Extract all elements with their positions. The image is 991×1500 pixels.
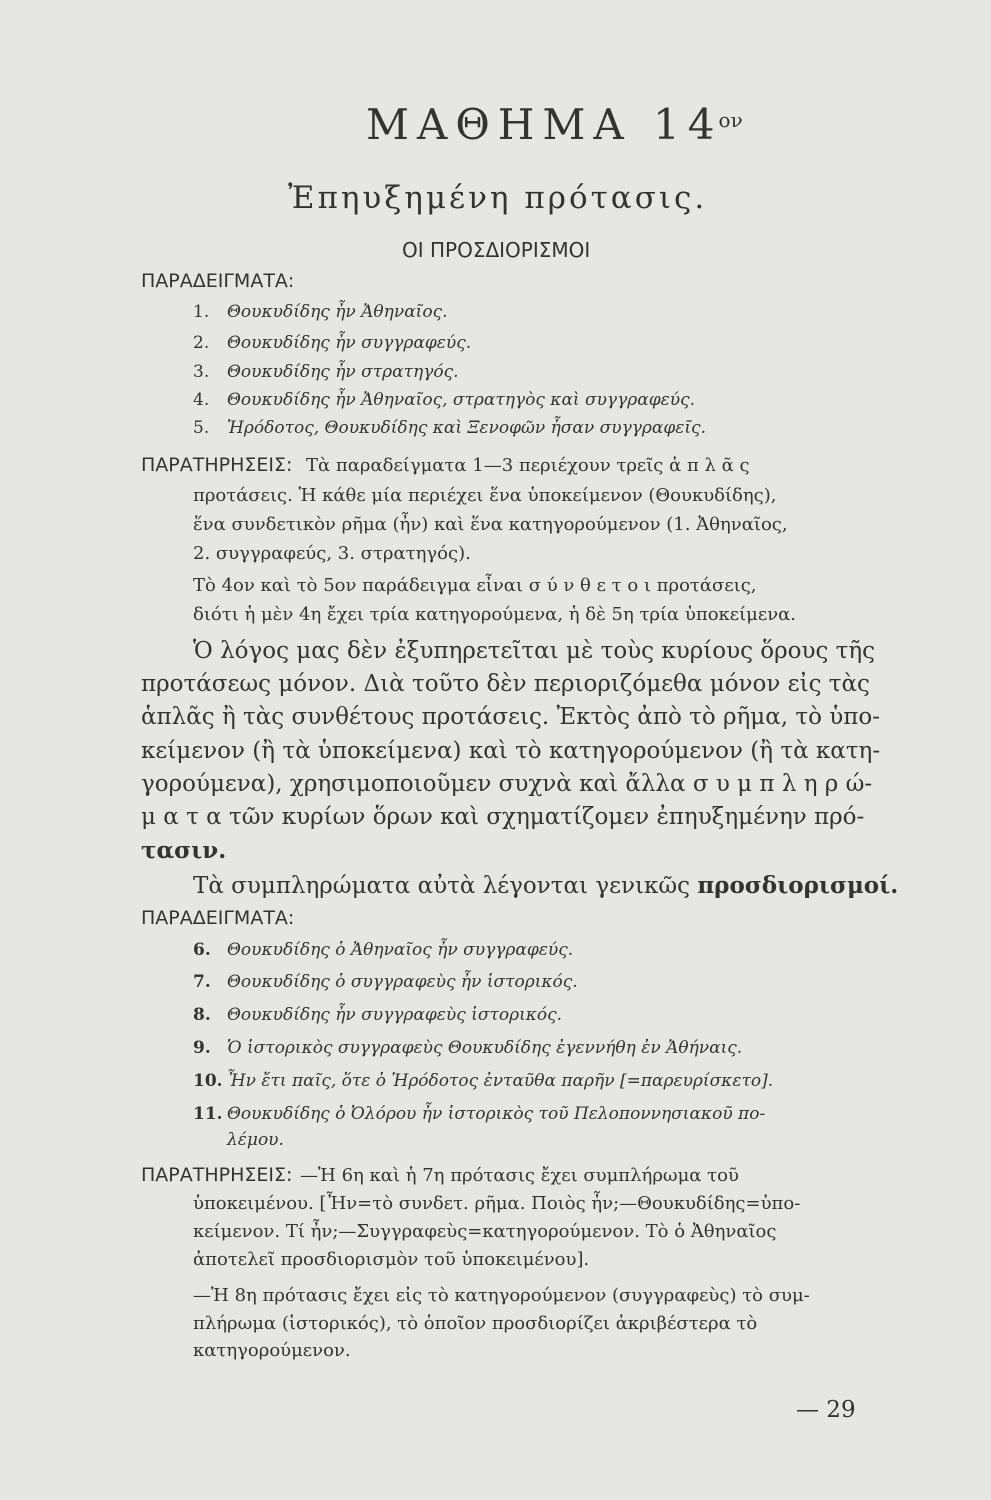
- example-item: 8. Θουκυδίδης ἦν συγγραφεὺς ἱστορικός.: [193, 1005, 563, 1025]
- paragraph-line: γορούμενα), χρησιμοποιοῦμεν συχνὰ καὶ ἄλλα σ υ μ π λ η ρ ώ-: [141, 771, 873, 797]
- remarks-line: προτάσεις. Ἡ κάθε μία περιέχει ἕνα ὑποκείμενον (Θουκυδίδης),: [193, 485, 777, 506]
- example-item: 7. Θουκυδίδης ὁ συγγραφεὺς ἦν ἱστορικός.: [193, 972, 578, 992]
- example-item: 6. Θουκυδίδης ὁ Ἀθηναῖος ἦν συγγραφεύς.: [193, 940, 574, 960]
- remarks-line: πλήρωμα (ἱστορικός), τὸ ὁποῖον προσδιορίζει ἀκριβέστερα τὸ: [193, 1313, 758, 1334]
- definition-text: Τὰ συμπληρώματα αὐτὰ λέγονται γενικῶς: [193, 873, 691, 899]
- page-number: — 29: [796, 1397, 856, 1423]
- example-item-continuation: λέμου.: [227, 1130, 284, 1150]
- remarks-line: κείμενον. Τί ἦν;—Συγγραφεὺς=κατηγορούμενον. Τὸ ὁ Ἀθηναῖος: [193, 1221, 777, 1242]
- examples-label-1: ΠΑΡΑΔΕΙΓΜΑΤΑ:: [141, 270, 295, 292]
- example-item: 1. Θουκυδίδης ἦν Ἀθηναῖος.: [193, 302, 448, 322]
- definition-term: προσδιορισμοί.: [697, 872, 899, 899]
- remarks-line: κατηγορούμενον.: [193, 1340, 351, 1361]
- lesson-title-suffix: ον: [718, 108, 743, 132]
- definition-line: [193, 872, 898, 899]
- remarks-label-1: ΠΑΡΑΤΗΡΗΣΕΙΣ:: [141, 454, 293, 476]
- paragraph-line: τασιν.: [141, 837, 227, 864]
- paragraph-line: Ὁ λόγος μας δὲν ἐξυπηρετεῖται μὲ τοὺς κυρίους ὅρους τῆς: [193, 638, 876, 664]
- lesson-title: ΜΑΘΗΜΑ $14^{o\nu}$: [366, 100, 743, 149]
- example-item: 3. Θουκυδίδης ἦν στρατηγός.: [193, 362, 459, 382]
- example-item: 2. Θουκυδίδης ἦν συγγραφεύς.: [193, 333, 472, 353]
- remarks-line: ὑποκειμένου. [Ἦν=τὸ συνδετ. ρῆμα. Ποιὸς ἦν;—Θουκυδίδης=ὑπο-: [193, 1193, 801, 1214]
- remarks-line: —Ἡ 8η πρότασις ἔχει εἰς τὸ κατηγορούμενον (συγγραφεὺς) τὸ συμ-: [193, 1285, 810, 1306]
- remarks-line: διότι ἡ μὲν 4η ἔχει τρία κατηγορούμενα, ἡ δὲ 5η τρία ὑποκείμενα.: [193, 604, 797, 625]
- remarks-line: Τὸ 4ον καὶ τὸ 5ον παράδειγμα εἶναι σ ύ ν θ ε τ ο ι προτάσεις,: [193, 575, 757, 596]
- lesson-subtitle: Ἐπηυξημένη πρότασις.: [288, 180, 708, 216]
- example-item: 4. Θουκυδίδης ἦν Ἀθηναῖος, στρατηγὸς καὶ συγγραφεύς.: [193, 390, 696, 410]
- example-item: 9. Ὁ ἱστορικὸς συγγραφεὺς Θουκυδίδης ἐγεννήθη ἐν Ἀθήναις.: [193, 1038, 743, 1058]
- example-item: 11. Θουκυδίδης ὁ Ὀλόρου ἦν ἱστορικὸς τοῦ Πελοποννησιακοῦ πο-: [193, 1104, 766, 1124]
- remarks-line: ἀποτελεῖ προσδιορισμὸν τοῦ ὑποκειμένου].: [193, 1249, 590, 1270]
- paragraph-line: ἁπλᾶς ἢ τὰς συνθέτους προτάσεις. Ἐκτὸς ἀπὸ τὸ ρῆμα, τὸ ὑπο-: [141, 704, 880, 730]
- remarks-line: —Ἡ 6η καὶ ἡ 7η πρότασις ἔχει συμπλήρωμα τοῦ: [300, 1165, 739, 1186]
- examples-label-2: ΠΑΡΑΔΕΙΓΜΑΤΑ:: [141, 907, 295, 929]
- example-item: 5. Ἡρόδοτος, Θουκυδίδης καὶ Ξενοφῶν ἦσαν συγγραφεῖς.: [193, 418, 706, 438]
- paragraph-line: προτάσεως μόνον. Διὰ τοῦτο δὲν περιοριζόμεθα μόνον εἰς τὰς: [141, 671, 870, 697]
- remarks-label-2: ΠΑΡΑΤΗΡΗΣΕΙΣ:: [141, 1164, 293, 1186]
- remarks-line: ἕνα συνδετικὸν ρῆμα (ἦν) καὶ ἕνα κατηγορούμενον (1. Ἀθηναῖος,: [193, 514, 788, 535]
- example-item: 10. Ἦν ἔτι παῖς, ὅτε ὁ Ἡρόδοτος ἐνταῦθα παρῆν [=παρευρίσκετο].: [193, 1071, 774, 1091]
- remarks-line: 2. συγγραφεύς, 3. στρατηγός).: [193, 543, 471, 564]
- section-heading: ΟΙ ΠΡΟΣΔΙΟΡΙΣΜΟΙ: [402, 238, 591, 262]
- paragraph-line: κείμενον (ἢ τὰ ὑποκείμενα) καὶ τὸ κατηγορούμενον (ἢ τὰ κατη-: [141, 738, 881, 764]
- remarks-line: Τὰ παραδείγματα 1—3 περιέχουν τρεῖς ἁ π λ ᾶ ς: [306, 455, 750, 476]
- paragraph-line: μ α τ α τῶν κυρίων ὅρων καὶ σχηματίζομεν ἐπηυξημένην πρό-: [141, 804, 865, 830]
